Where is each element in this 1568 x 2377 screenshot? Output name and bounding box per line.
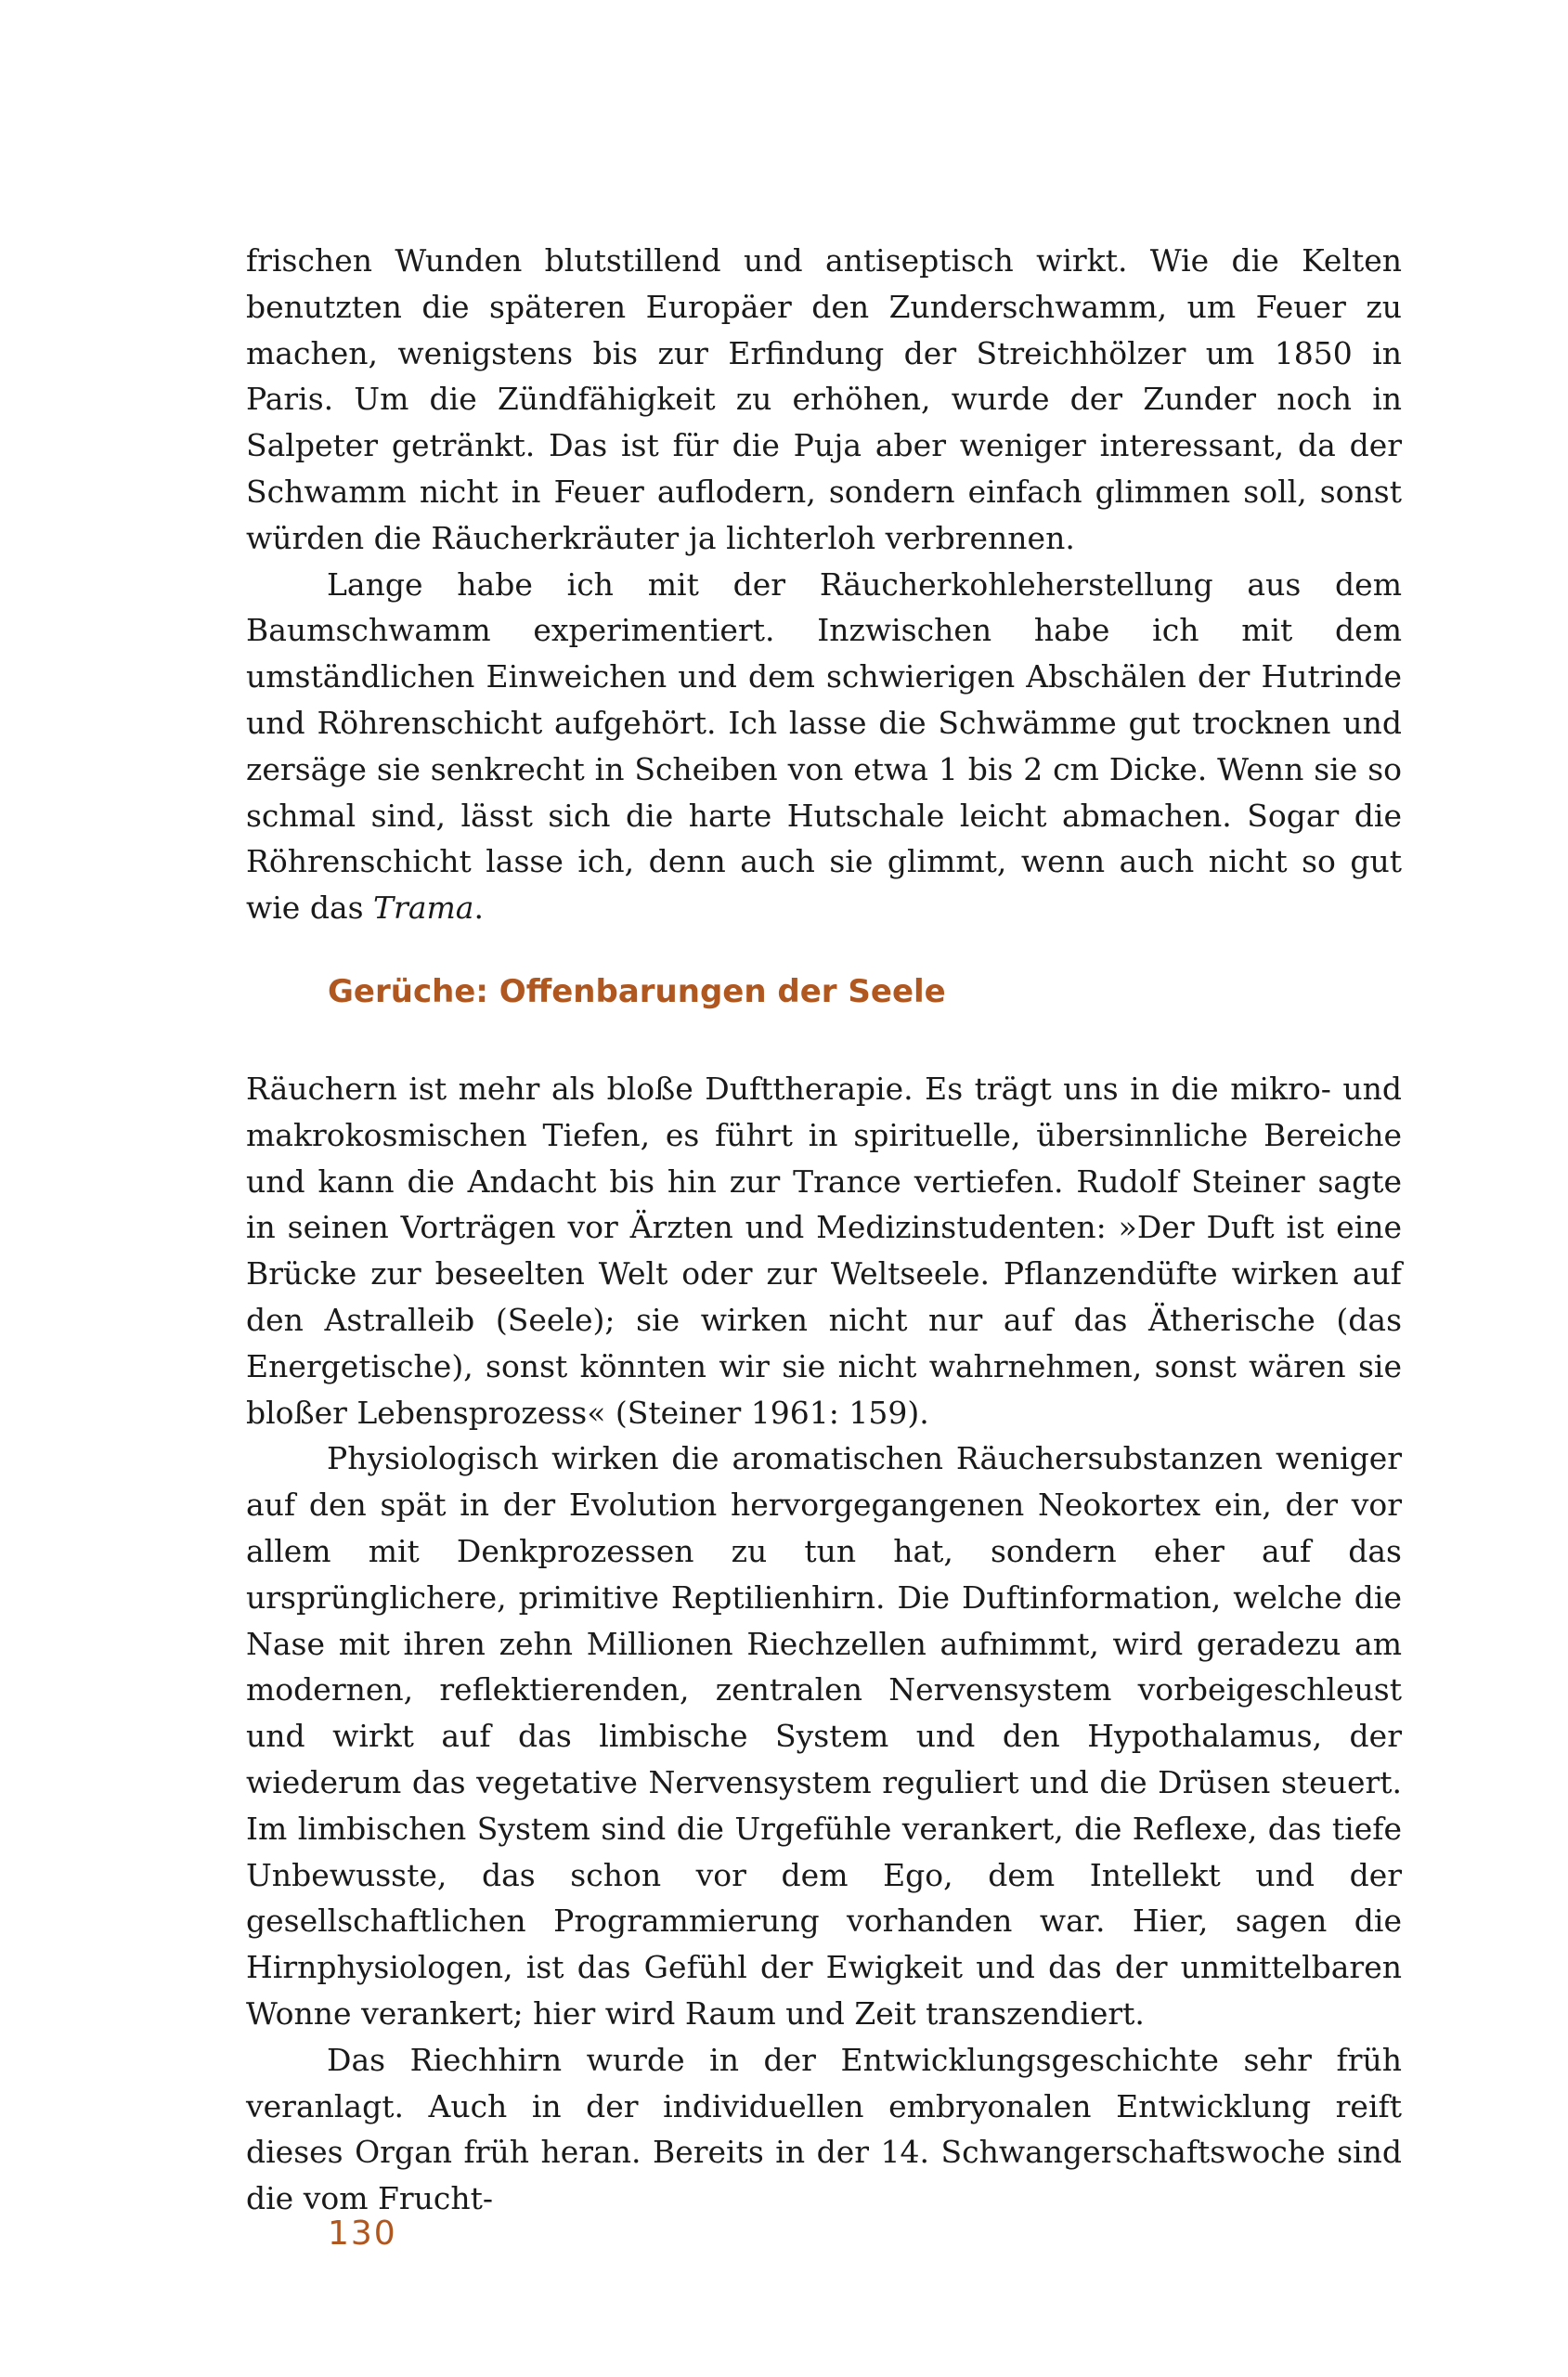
paragraph-3: Räuchern ist mehr als bloße Dufttherapie. Es trägt uns in die mikro- und makrokosmischen Tiefen, es führt in spirituelle, übersinnliche Bereiche und kann die Andacht bis hin zur Trance vertiefen. Rudolf Steiner sagte in seinen Vorträgen vor Ärzten und Medizinstudenten: »Der Duft ist eine Brücke zur beseelten Welt oder zur Weltseele. Pflanzendüfte wirken auf den Astralleib (Seele); sie wirken nicht nur auf das Ätherische (das Energetische), sonst könnten wir sie nicht wahrnehmen, sonst wären sie bloßer Lebensprozess« (Steiner 1961: 159). xyxy=(246,1071,1402,1431)
paragraph-1: frischen Wunden blutstillend und antiseptisch wirkt. Wie die Kelten benutzten die späteren Europäer den Zunderschwamm, um Feuer zu machen, wenigstens bis zur Erfindung der Streichhölzer um 1850 in Paris. Um die Zündfähigkeit zu erhöhen, wurde der Zunder noch in Salpeter getränkt. Das ist für die Puja aber weniger interessant, da der Schwamm nicht in Feuer auflodern, sondern einfach glimmen soll, sonst würden die Räucherkräuter ja lichterloh verbrennen. xyxy=(246,242,1402,556)
page-number: 130 xyxy=(328,2215,397,2253)
paragraph-2-italic: Trama xyxy=(373,890,474,927)
section-2 xyxy=(246,1066,1402,2222)
paragraph-2-end: . xyxy=(473,890,484,927)
paragraph-4: Physiologisch wirken die aromatischen Räuchersubstanzen weniger auf den spät in der Evolution hervorgegangenen Neokortex ein, der vor allem mit Denkprozessen zu tun hat, sondern eher auf das ursprünglichere, primitive Reptilienhirn. Die Duftinformation, welche die Nase mit ihren zehn Millionen Riechzellen aufnimmt, wird geradezu am modernen, reflektierenden, zentralen Nervensystem vorbeigeschleust und wirkt auf das limbische System und den Hypothalamus, der wiederum das vegetative Nervensystem reguliert und die Drüsen steuert. Im limbischen System sind die Urgefühle verankert, die Reflexe, das tiefe Unbewusste, das schon vor dem Ego, dem Intellekt und der gesellschaftlichen Programmierung vorhanden war. Hier, sagen die Hirnphysiologen, ist das Gefühl der Ewigkeit und das der unmittelbaren Wonne verankert; hier wird Raum und Zeit transzendiert. xyxy=(246,1440,1402,2032)
paragraph-2 xyxy=(246,562,1402,931)
section-heading: Gerüche: Offenbarungen der Seele xyxy=(328,973,946,1010)
paragraph-2-text: Lange habe ich mit der Räucherkohleherstellung aus dem Baumschwamm experimentiert. Inzwischen habe ich mit dem umständlichen Einweichen und dem schwierigen Abschälen der Hutrinde und Röhrenschicht aufgehört. Ich lasse die Schwämme gut trocknen und zersäge sie senkrecht in Scheiben von etwa 1 bis 2 cm Dicke. Wenn sie so schmal sind, lässt sich die harte Hutschale leicht abmachen. Sogar die Röhrenschicht lasse ich, denn auch sie glimmt, wenn auch nicht so gut wie das xyxy=(246,565,1402,927)
section-1 xyxy=(246,238,1402,931)
paragraph-5: Das Riechhirn wurde in der Entwicklungsgeschichte sehr früh veranlagt. Auch in der individuellen embryonalen Entwicklung reift dieses Organ früh heran. Bereits in der 14. Schwangerschaftswoche sind die vom Frucht- xyxy=(246,2041,1402,2217)
